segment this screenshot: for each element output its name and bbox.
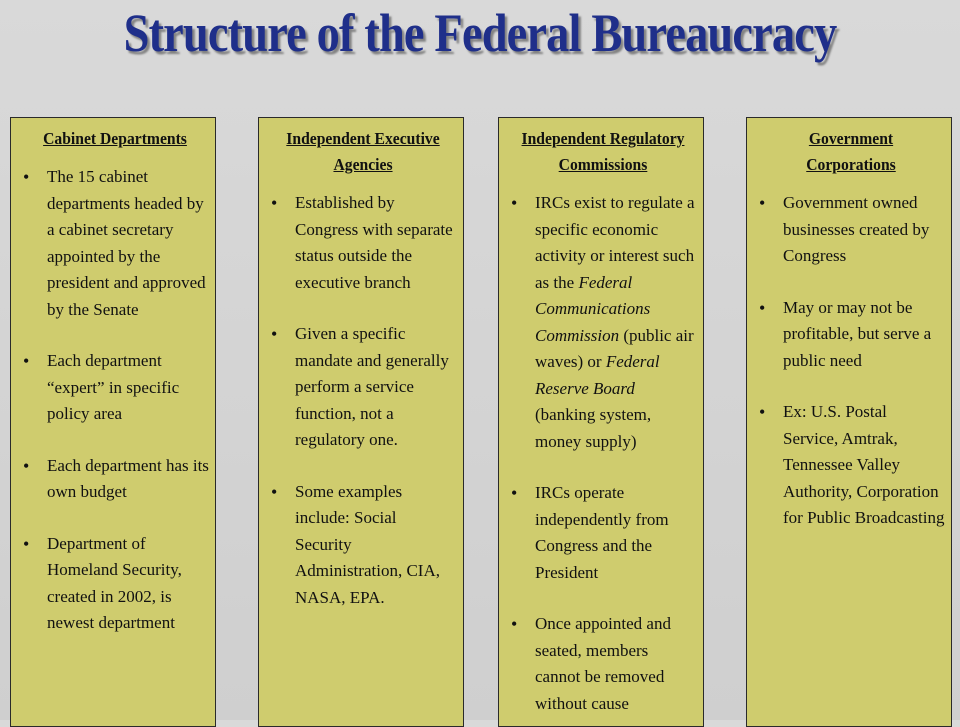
text-run: (banking system, money supply) [535,405,652,451]
list-item: • IRCs operate independently from Congress and the President [509,480,697,586]
text-run-italic: Federal Communications Commission [535,272,651,345]
column-government-corporations [746,117,952,727]
column-cabinet-departments [10,117,216,727]
text-run-italic: Federal Reserve Board [535,352,660,398]
text-run: (public air waves) or [535,325,694,371]
bullet-list [757,190,945,532]
list-item [509,190,697,455]
page-title: Structure of the Federal Bureaucracy [123,3,837,63]
list-item: • Department of Homeland Security, created in 2002, is newest department [21,531,209,637]
list-item: • Once appointed and seated, members cannot be removed without cause [509,611,697,717]
column-heading: Independent Regulatory Commissions [521,129,685,174]
list-item: • Government owned businesses created by Congress [757,190,945,270]
list-item: • The 15 cabinet departments headed by a cabinet secretary appointed by the president and approved by the Senate [21,164,209,323]
column-heading: Cabinet Departments [43,129,187,148]
list-item: • Each department has its own budget [21,453,209,506]
column-heading: Independent Executive Agencies [286,129,440,174]
list-item: • Given a specific mandate and generally perform a service function, not a regulatory one. [269,321,457,454]
text-run: IRCs exist to regulate a specific economic activity or interest such as the [535,193,695,292]
bullet-list [269,190,457,611]
list-item: • May or may not be profitable, but serve a public need [757,295,945,375]
bullet-list [509,190,697,717]
bullet-list [21,164,209,637]
column-independent-regulatory-commissions [498,117,704,727]
column-heading: Government Corporations [806,129,896,174]
column-independent-executive-agencies [258,117,464,727]
list-item: • Established by Congress with separate status outside the executive branch [269,190,457,296]
list-item: • Some examples include: Social Security Administration, CIA, NASA, EPA. [269,479,457,612]
list-item: • Ex: U.S. Postal Service, Amtrak, Tennessee Valley Authority, Corporation for Public Broadcasting [757,399,945,532]
list-item: • Each department “expert” in specific policy area [21,348,209,428]
